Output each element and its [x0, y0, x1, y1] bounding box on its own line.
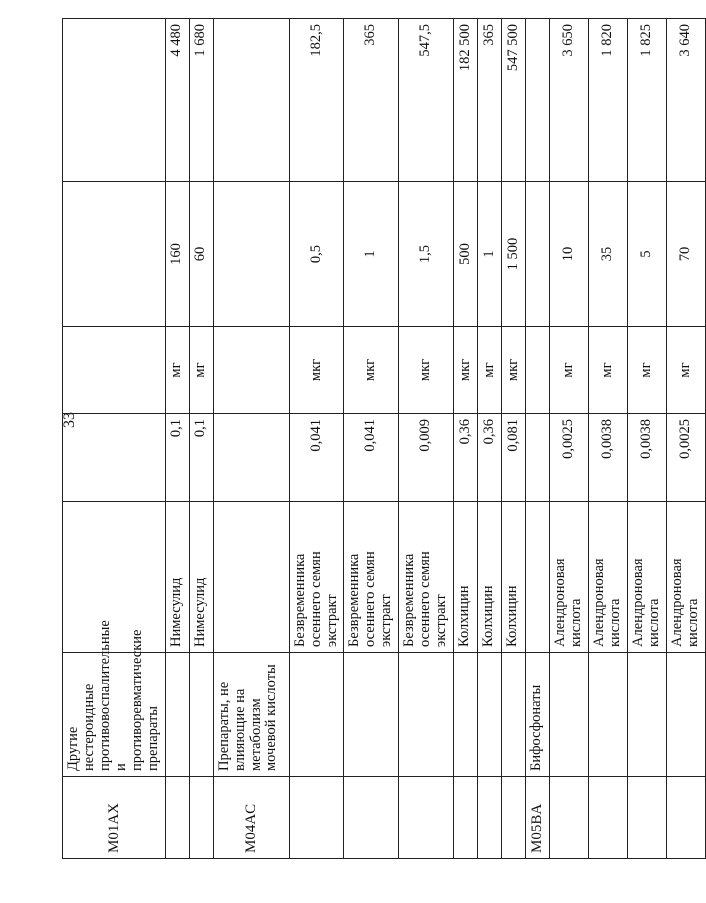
atc-code-cell — [666, 777, 705, 859]
atc-code-cell — [627, 777, 666, 859]
total-cell — [63, 19, 166, 182]
group-name-cell — [344, 653, 399, 777]
ddd-cell: 0,0038 — [588, 414, 627, 502]
dose-cell: 10 — [550, 182, 589, 327]
unit-cell: мг — [550, 327, 589, 414]
total-cell — [213, 19, 289, 182]
total-cell: 3 650 — [550, 19, 589, 182]
group-name-cell: Бифосфонаты — [526, 653, 550, 777]
unit-cell: мг — [478, 327, 502, 414]
group-name-cell — [478, 653, 502, 777]
table-row — [588, 19, 627, 859]
group-name-cell — [627, 653, 666, 777]
table-row — [526, 19, 550, 859]
dose-cell: 35 — [588, 182, 627, 327]
atc-code-cell: M04AC — [213, 777, 289, 859]
drug-name-cell — [213, 502, 289, 653]
dose-cell: 1 — [344, 182, 399, 327]
unit-cell — [63, 327, 166, 414]
ddd-cell: 0,0038 — [627, 414, 666, 502]
group-name-cell — [666, 653, 705, 777]
ddd-cell — [63, 414, 166, 502]
unit-cell: мкг — [399, 327, 454, 414]
total-cell: 3 640 — [666, 19, 705, 182]
table-row — [454, 19, 478, 859]
ddd-cell — [213, 414, 289, 502]
unit-cell: мкг — [344, 327, 399, 414]
dose-cell — [213, 182, 289, 327]
unit-cell: мг — [588, 327, 627, 414]
group-name-cell — [454, 653, 478, 777]
table-row — [189, 19, 213, 859]
unit-cell — [526, 327, 550, 414]
ddd-cell: 0,36 — [454, 414, 478, 502]
total-cell: 1 825 — [627, 19, 666, 182]
ddd-cell: 0,081 — [502, 414, 526, 502]
group-name-cell: Препараты, не влияющие на метаболизм мочевой кислоты — [213, 653, 289, 777]
drug-name-cell: Алендроновая кислота — [588, 502, 627, 653]
page-number: 33 — [61, 412, 78, 428]
atc-code-cell — [550, 777, 589, 859]
table-row — [666, 19, 705, 859]
drug-name-cell: Колхицин — [502, 502, 526, 653]
atc-code-cell: M05BA — [526, 777, 550, 859]
drug-name-cell: Нимесулид — [165, 502, 189, 653]
total-cell: 182 500 — [454, 19, 478, 182]
atc-code-cell — [502, 777, 526, 859]
total-cell: 1 820 — [588, 19, 627, 182]
group-name-cell — [588, 653, 627, 777]
group-name-cell — [399, 653, 454, 777]
dose-cell: 1 — [478, 182, 502, 327]
drug-name-cell: Колхицин — [478, 502, 502, 653]
table-row — [478, 19, 502, 859]
unit-cell: мкг — [502, 327, 526, 414]
unit-cell: мг — [165, 327, 189, 414]
ddd-cell — [526, 414, 550, 502]
ddd-cell: 0,041 — [344, 414, 399, 502]
unit-cell: мг — [666, 327, 705, 414]
table-row — [627, 19, 666, 859]
table-row — [399, 19, 454, 859]
ddd-cell: 0,1 — [165, 414, 189, 502]
drug-table-rotated — [62, 19, 701, 859]
atc-code-cell: M01AX — [63, 777, 166, 859]
table-row — [63, 19, 166, 859]
dose-cell: 160 — [165, 182, 189, 327]
ddd-cell: 0,1 — [189, 414, 213, 502]
unit-cell: мг — [189, 327, 213, 414]
total-cell: 365 — [478, 19, 502, 182]
group-name-cell — [502, 653, 526, 777]
unit-cell: мкг — [289, 327, 344, 414]
total-cell — [526, 19, 550, 182]
dose-cell — [526, 182, 550, 327]
table-row — [289, 19, 344, 859]
dose-cell: 70 — [666, 182, 705, 327]
drug-name-cell: Безвременника осеннего семян экстракт — [344, 502, 399, 653]
atc-code-cell — [588, 777, 627, 859]
dose-cell: 1 500 — [502, 182, 526, 327]
unit-cell — [213, 327, 289, 414]
unit-cell: мг — [627, 327, 666, 414]
table-row — [344, 19, 399, 859]
atc-code-cell — [189, 777, 213, 859]
ddd-cell: 0,36 — [478, 414, 502, 502]
atc-code-cell — [289, 777, 344, 859]
ddd-cell: 0,0025 — [666, 414, 705, 502]
group-name-cell: Другие нестероидные противовоспалительные и противоревматические препараты — [63, 653, 166, 777]
dose-cell: 500 — [454, 182, 478, 327]
atc-code-cell — [165, 777, 189, 859]
ddd-cell: 0,009 — [399, 414, 454, 502]
unit-cell: мкг — [454, 327, 478, 414]
atc-code-cell — [478, 777, 502, 859]
group-name-cell — [189, 653, 213, 777]
drug-name-cell: Нимесулид — [189, 502, 213, 653]
ddd-cell: 0,0025 — [550, 414, 589, 502]
total-cell: 1 680 — [189, 19, 213, 182]
atc-code-cell — [399, 777, 454, 859]
drug-name-cell: Безвременника осеннего семян экстракт — [289, 502, 344, 653]
atc-code-cell — [454, 777, 478, 859]
atc-code-cell — [344, 777, 399, 859]
drug-name-cell: Безвременника осеннего семян экстракт — [399, 502, 454, 653]
table-row — [550, 19, 589, 859]
dose-cell — [63, 182, 166, 327]
group-name-cell — [165, 653, 189, 777]
group-name-cell — [289, 653, 344, 777]
group-name-cell — [550, 653, 589, 777]
total-cell: 365 — [344, 19, 399, 182]
drug-name-cell — [526, 502, 550, 653]
total-cell: 182,5 — [289, 19, 344, 182]
total-cell: 547 500 — [502, 19, 526, 182]
dose-cell: 1,5 — [399, 182, 454, 327]
ddd-cell: 0,041 — [289, 414, 344, 502]
drug-name-cell — [63, 502, 166, 653]
drug-name-cell: Алендроновая кислота — [666, 502, 705, 653]
drug-name-cell: Алендроновая кислота — [627, 502, 666, 653]
dose-cell: 5 — [627, 182, 666, 327]
total-cell: 547,5 — [399, 19, 454, 182]
total-cell: 4 480 — [165, 19, 189, 182]
drug-table — [62, 18, 706, 859]
table-row — [165, 19, 189, 859]
dose-cell: 60 — [189, 182, 213, 327]
table-row — [213, 19, 289, 859]
table-row — [502, 19, 526, 859]
dose-cell: 0,5 — [289, 182, 344, 327]
drug-name-cell: Алендроновая кислота — [550, 502, 589, 653]
drug-name-cell: Колхицин — [454, 502, 478, 653]
